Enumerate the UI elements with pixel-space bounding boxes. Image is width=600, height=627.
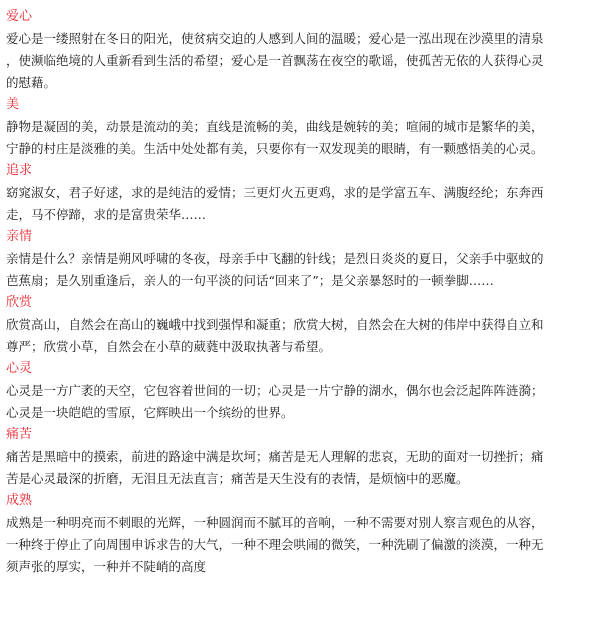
section-heading: 亲情 xyxy=(6,229,33,244)
section-heading: 心灵 xyxy=(6,361,33,376)
section-body xyxy=(6,116,596,160)
body-line: 静物是凝固的美，动景是流动的美；直线是流畅的美，曲线是婉转的美；喧闹的城市是繁华的美， xyxy=(6,119,544,134)
section-appreciation xyxy=(6,292,596,358)
section-maturity xyxy=(6,490,596,578)
essay-document xyxy=(6,6,596,578)
body-line: 的慰藉。 xyxy=(6,75,57,90)
section-body xyxy=(6,380,596,424)
body-line: 心灵是一方广袤的天空，它包容着世间的一切；心灵是一片宁静的湖水，偶尔也会泛起阵阵涟漪； xyxy=(6,383,544,398)
section-body xyxy=(6,446,596,490)
section-pain xyxy=(6,424,596,490)
body-line: 一种终于停止了向周围申诉求告的大气，一种不理会哄闹的微笑，一种洗刷了偏激的淡漠，一种无 xyxy=(6,537,544,552)
body-line: 苦是心灵最深的折磨，无泪且无法直言；痛苦是天生没有的表情，是烦恼中的恶魔。 xyxy=(6,471,469,486)
section-body xyxy=(6,512,596,578)
section-beauty xyxy=(6,94,596,160)
body-line: 成熟是一种明亮而不刺眼的光辉，一种圆润而不腻耳的音响，一种不需要对别人察言观色的从容， xyxy=(6,515,544,530)
section-heading: 美 xyxy=(6,97,20,112)
body-line: 爱心是一缕照射在冬日的阳光，使贫病交迫的人感到人间的温暖；爱心是一泓出现在沙漠里的清泉 xyxy=(6,31,544,46)
body-line: 须声张的厚实，一种并不陡峭的高度 xyxy=(6,559,207,574)
section-heading: 追求 xyxy=(6,163,33,178)
section-body xyxy=(6,182,596,226)
body-line: 心灵是一块皑皑的雪原，它辉映出一个缤纷的世界。 xyxy=(6,405,294,420)
section-pursuit xyxy=(6,160,596,226)
section-heading: 爱心 xyxy=(6,9,33,24)
body-line: 亲情是什么？亲情是朔风呼啸的冬夜，母亲手中飞翻的针线；是烈日炎炎的夏日，父亲手中驱蚊的 xyxy=(6,251,544,266)
body-line: 芭蕉扇；是久别重逢后，亲人的一句平淡的问话“回来了”；是父亲暴怒时的一顿拳脚…… xyxy=(6,273,494,288)
body-line: 痛苦是黑暗中的摸索，前进的路途中满是坎坷；痛苦是无人理解的悲哀，无助的面对一切挫折；痛 xyxy=(6,449,544,464)
section-love xyxy=(6,6,596,94)
body-line: 窈窕淑女，君子好逑，求的是纯洁的爱情；三更灯火五更鸡，求的是学富五车、满腹经纶；东奔西 xyxy=(6,185,544,200)
section-heading: 成熟 xyxy=(6,493,33,508)
body-line: 宁静的村庄是淡雅的美。生活中处处都有美，只要你有一双发现美的眼睛，有一颗感悟美的心灵。 xyxy=(6,141,544,156)
section-heading: 欣赏 xyxy=(6,295,33,310)
section-family xyxy=(6,226,596,292)
body-line: 欣赏高山，自然会在高山的巍峨中找到强悍和凝重；欣赏大树，自然会在大树的伟岸中获得自立和 xyxy=(6,317,544,332)
body-line: 走，马不停蹄，求的是富贵荣华…… xyxy=(6,207,207,222)
section-body xyxy=(6,28,596,94)
body-line: ，使濒临绝境的人重新看到生活的希望；爱心是一首飘荡在夜空的歌谣，使孤苦无依的人获得心灵 xyxy=(6,53,544,68)
section-soul xyxy=(6,358,596,424)
section-heading: 痛苦 xyxy=(6,427,33,442)
section-body xyxy=(6,314,596,358)
section-body xyxy=(6,248,596,292)
body-line: 尊严；欣赏小草，自然会在小草的葳蕤中汲取执著与希望。 xyxy=(6,339,332,354)
